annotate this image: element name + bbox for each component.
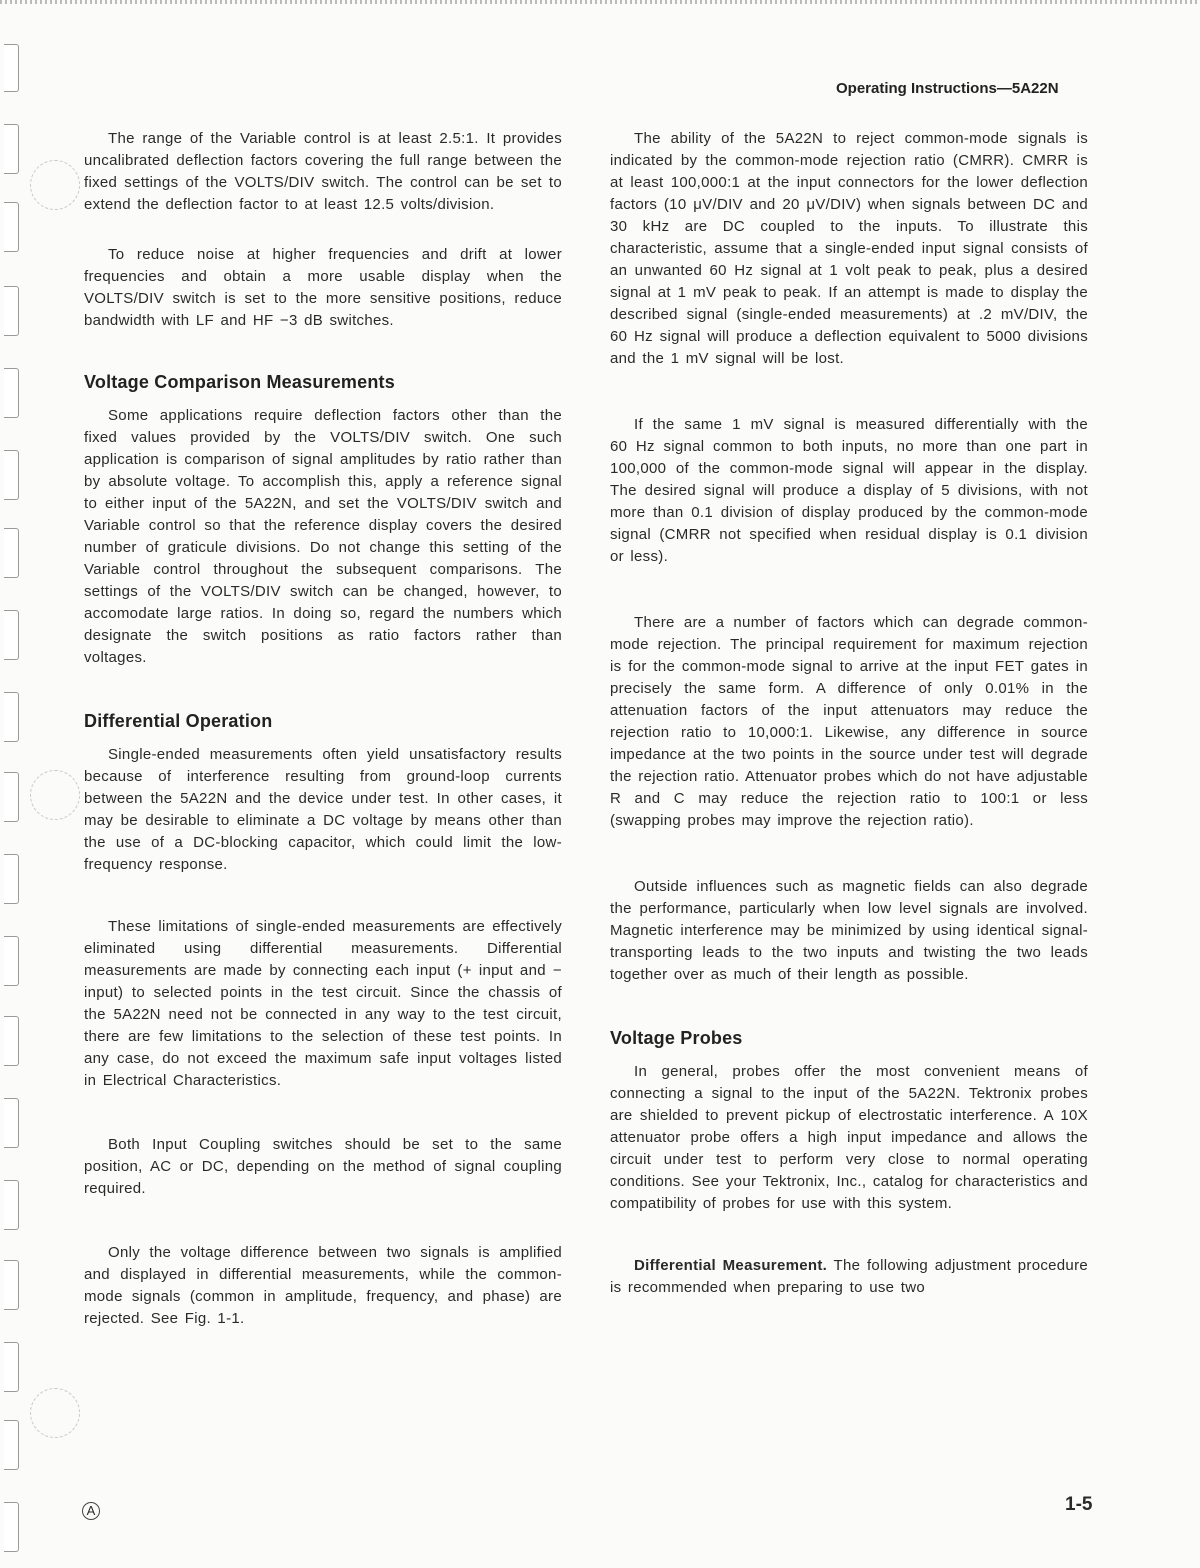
heading-voltage-comparison: Voltage Comparison Measurements bbox=[84, 372, 395, 392]
paragraph-voltage-comparison: Some applications require deflection factors other than the fixed values provided by the VOLTS/DIV switch. One such application is comparison of signal amplitudes by ratio rather than by absolute voltage. To accomplish this, apply a reference signal to either input of the 5A22N, and set the VOLTS/DIV switch and Variable control so that the reference display covers the desired number of graticule divisions. Do not change this setting of the Variable control throughout the subsequent comparisons. The settings of the VOLTS/DIV switch can be changed, however, to accomodate large ratios. In doing so, regard the numbers which designate the switch positions as ratio factors rather than voltages. bbox=[84, 407, 562, 666]
paragraph-limitations: These limitations of single-ended measurements are effectively eliminated using differential measurements. Differential measurements are made by connecting each input (+ input and − input) to selected points in the test circuit. Since the chassis of the 5A22N need not be connected in any way to the test circuit, there are few limitations to the selection of these test points. In any case, do not exceed the maximum safe input voltages listed in Electrical Characteristics. bbox=[84, 918, 562, 1089]
punch-tab bbox=[4, 936, 19, 986]
paragraph-cmrr: The ability of the 5A22N to reject common-mode signals is indicated by the common-mode rejection ratio (CMRR). CMRR is at least 100,000:1 at the input connectors for the lower deflection factors (10 μV/DIV and 20 μV/DIV) when signals between DC and 30 kHz are DC coupled to the inputs. To illustrate this characteristic, assume that a single-ended input signal consists of an unwanted 60 Hz signal at 1 volt peak to peak, plus a desired signal at 1 mV peak to peak. If an attempt is made to display the described signal (single-ended measurements) at .2 mV/DIV, the 60 Hz signal will produce a deflection equivalent to 5000 divisions and the 1 mV signal will be lost. bbox=[610, 130, 1088, 367]
punch-tab bbox=[4, 1420, 19, 1470]
paragraph-same-signal: If the same 1 mV signal is measured differentially with the 60 Hz signal common to both inputs, no more than one part in 100,000 of the common-mode signal will appear in the display. The desired signal will produce a display of 5 divisions, with not more than 0.1 division of display produced by the common-mode signal (CMRR not specified when residual display is 0.1 division or less). bbox=[610, 416, 1088, 565]
punch-tab bbox=[4, 286, 19, 336]
punch-tab bbox=[4, 202, 19, 252]
punch-tab bbox=[4, 772, 19, 822]
left-column bbox=[84, 128, 562, 1330]
punch-tab bbox=[4, 1502, 19, 1552]
punch-tab bbox=[4, 1016, 19, 1066]
running-header: Operating Instructions—5A22N bbox=[836, 80, 1059, 97]
punch-tab bbox=[4, 1098, 19, 1148]
differential-measurement-text: The following adjustment procedure is recommended when preparing to use two bbox=[610, 1257, 1089, 1296]
right-column bbox=[610, 128, 1088, 1299]
paragraph-input-coupling: Both Input Coupling switches should be set to the same position, AC or DC, depending on the method of signal coupling required. bbox=[84, 1136, 562, 1197]
punch-tab bbox=[4, 854, 19, 904]
punch-tab bbox=[4, 368, 19, 418]
binder-hole-ring bbox=[30, 160, 80, 210]
top-edge-rule bbox=[0, 0, 1200, 4]
publisher-mark: A bbox=[82, 1502, 100, 1520]
punch-tab bbox=[4, 610, 19, 660]
differential-measurement-lead: Differential Measurement. bbox=[634, 1257, 828, 1274]
page-number: 1-5 bbox=[1065, 1494, 1093, 1515]
punch-tab bbox=[4, 124, 19, 174]
paragraph-degrade-factors: There are a number of factors which can degrade common-mode rejection. The principal requirement for maximum rejection is for the common-mode signal to arrive at the input FET gates in precisely the same form. A difference of only 0.01% in the attenuation factors of the input attenuators may reduce the rejection ratio to 10,000:1. Likewise, any difference in source impedance at the two points in the source under test will degrade the rejection ratio. Attenuator probes which do not have adjustable R and C may reduce the rejection ratio to 100:1 or less (swapping probes may improve the rejection ratio). bbox=[610, 614, 1088, 829]
paragraph-voltage-difference: Only the voltage difference between two signals is amplified and displayed in differential measurements, while the common-mode signals (common in amplitude, frequency, and phase) are rejected. See Fig. 1-1. bbox=[84, 1244, 562, 1327]
paragraph-probes: In general, probes offer the most convenient means of connecting a signal to the input of the 5A22N. Tektronix probes are shielded to prevent pickup of electrostatic interference. A 10X attenuator probe offers a high input impedance and allows the circuit under test to perform very close to normal operating conditions. See your Tektronix, Inc., catalog for characteristics and compatibility of probes for use with this system. bbox=[610, 1063, 1088, 1212]
binder-hole-ring bbox=[30, 1388, 80, 1438]
heading-voltage-probes: Voltage Probes bbox=[610, 1028, 743, 1048]
punch-tab bbox=[4, 44, 19, 92]
punch-tab bbox=[4, 1260, 19, 1310]
heading-differential-operation: Differential Operation bbox=[84, 711, 273, 731]
paragraph-reduce-noise: To reduce noise at higher frequencies and drift at lower frequencies and obtain a more usable display when the VOLTS/DIV switch is set to the more sensitive positions, reduce bandwidth with LF and HF −3 dB switches. bbox=[84, 246, 562, 329]
punch-tab bbox=[4, 450, 19, 500]
punch-tab bbox=[4, 528, 19, 578]
punch-tab bbox=[4, 692, 19, 742]
paragraph-differential-measurement bbox=[610, 1255, 1088, 1299]
paragraph-variable-control: The range of the Variable control is at least 2.5:1. It provides uncalibrated deflection factors covering the full range between the fixed settings of the VOLTS/DIV switch. The control can be set to extend the deflection factor to at least 12.5 volts/division. bbox=[84, 130, 562, 213]
paragraph-single-ended: Single-ended measurements often yield unsatisfactory results because of interference resulting from ground-loop currents between the 5A22N and the device under test. In other cases, it may be desirable to eliminate a DC voltage by means other than the use of a DC-blocking capacitor, which could limit the low-frequency response. bbox=[84, 746, 562, 873]
paragraph-outside-influences: Outside influences such as magnetic fields can also degrade the performance, particularly when low level signals are involved. Magnetic interference may be minimized by using identical signal-transporting leads to the two inputs and twisting the two leads together over as much of their length as possible. bbox=[610, 878, 1088, 983]
punch-tab bbox=[4, 1342, 19, 1392]
binder-hole-ring bbox=[30, 770, 80, 820]
punch-tab bbox=[4, 1180, 19, 1230]
